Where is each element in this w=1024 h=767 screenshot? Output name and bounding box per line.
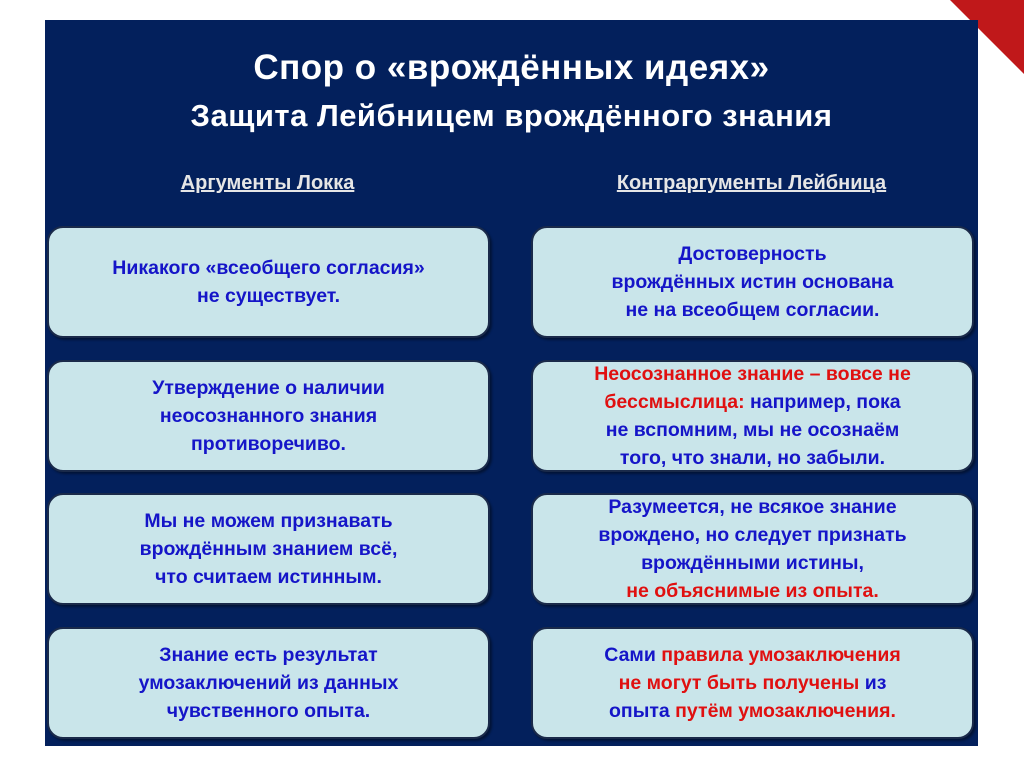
- text-line: [626, 296, 880, 324]
- text-line: [626, 577, 879, 605]
- text-line: [112, 254, 424, 282]
- text-line: [191, 430, 346, 458]
- text-line: [619, 669, 887, 697]
- text-segment: того, что знали, но забыли.: [619, 447, 886, 469]
- text-line: [160, 402, 377, 430]
- text-segment: врождённых истин основана: [611, 271, 894, 293]
- text-segment: Неосознанное знание – вовсе не: [594, 363, 911, 385]
- text-line: [152, 374, 385, 402]
- text-line: [155, 563, 382, 591]
- text-segment: путём умозаключения.: [675, 700, 896, 722]
- text-segment: не могут быть получены: [618, 672, 865, 694]
- column-heading-leibniz: Контраргументы Лейбница: [616, 172, 887, 194]
- text-segment: бессмыслица:: [604, 391, 750, 413]
- text-line: [606, 416, 900, 444]
- locke-argument-box: [47, 360, 490, 472]
- text-line: [167, 697, 370, 725]
- text-segment: Разумеется, не всякое знание: [608, 496, 897, 518]
- text-segment: Достоверность: [678, 243, 827, 265]
- text-segment: противоречиво.: [191, 433, 346, 455]
- slide-panel: [45, 20, 978, 746]
- text-segment: Сами: [604, 644, 662, 666]
- text-line: [604, 388, 900, 416]
- text-segment: чувственного опыта.: [166, 700, 371, 722]
- text-segment: врождено, но следует признать: [598, 524, 907, 546]
- text-segment: не на всеобщем согласии.: [625, 299, 880, 321]
- text-line: [609, 697, 896, 725]
- locke-argument-box: [47, 627, 490, 739]
- text-line: [611, 268, 893, 296]
- text-line: [620, 444, 885, 472]
- text-line: [197, 282, 340, 310]
- locke-argument-box: [47, 493, 490, 605]
- text-segment: правила умозаключения: [661, 644, 901, 666]
- text-line: [144, 507, 392, 535]
- text-segment: Утверждение о наличии: [152, 377, 385, 399]
- text-line: [140, 535, 398, 563]
- locke-argument-box: [47, 226, 490, 338]
- text-segment: опыта: [609, 700, 676, 722]
- column-heading-locke: Аргументы Локка: [180, 172, 355, 194]
- slide-subtitle: Защита Лейбницем врождённого знания: [190, 98, 833, 133]
- text-segment: не существует.: [196, 285, 341, 307]
- text-segment: Знание есть результат: [159, 644, 378, 666]
- text-segment: например, пока: [749, 391, 901, 413]
- text-line: [604, 641, 900, 669]
- text-line: [139, 669, 399, 697]
- text-segment: не вспомним, мы не осознаём: [605, 419, 900, 441]
- text-segment: Никакого «всеобщего согласия»: [112, 257, 425, 279]
- text-line: [159, 641, 377, 669]
- text-line: [594, 360, 911, 388]
- text-segment: неосознанного знания: [159, 405, 378, 427]
- text-line: [678, 240, 826, 268]
- text-segment: не объяснимые из опыта.: [626, 580, 879, 602]
- text-segment: врождёнными истины,: [641, 552, 864, 574]
- leibniz-counterargument-box: [531, 493, 974, 605]
- text-segment: умозаключений из данных: [138, 672, 399, 694]
- text-line: [608, 493, 896, 521]
- text-line: [641, 549, 864, 577]
- text-segment: врождённым знанием всё,: [139, 538, 398, 560]
- text-segment: что считаем истинным.: [155, 566, 382, 588]
- leibniz-counterargument-box: [531, 360, 974, 472]
- leibniz-counterargument-box: [531, 226, 974, 338]
- text-line: [598, 521, 906, 549]
- leibniz-counterargument-box: [531, 627, 974, 739]
- text-segment: из: [864, 672, 887, 694]
- slide-title: Спор о «врождённых идеях»: [253, 48, 770, 87]
- text-segment: Мы не можем признавать: [144, 510, 393, 532]
